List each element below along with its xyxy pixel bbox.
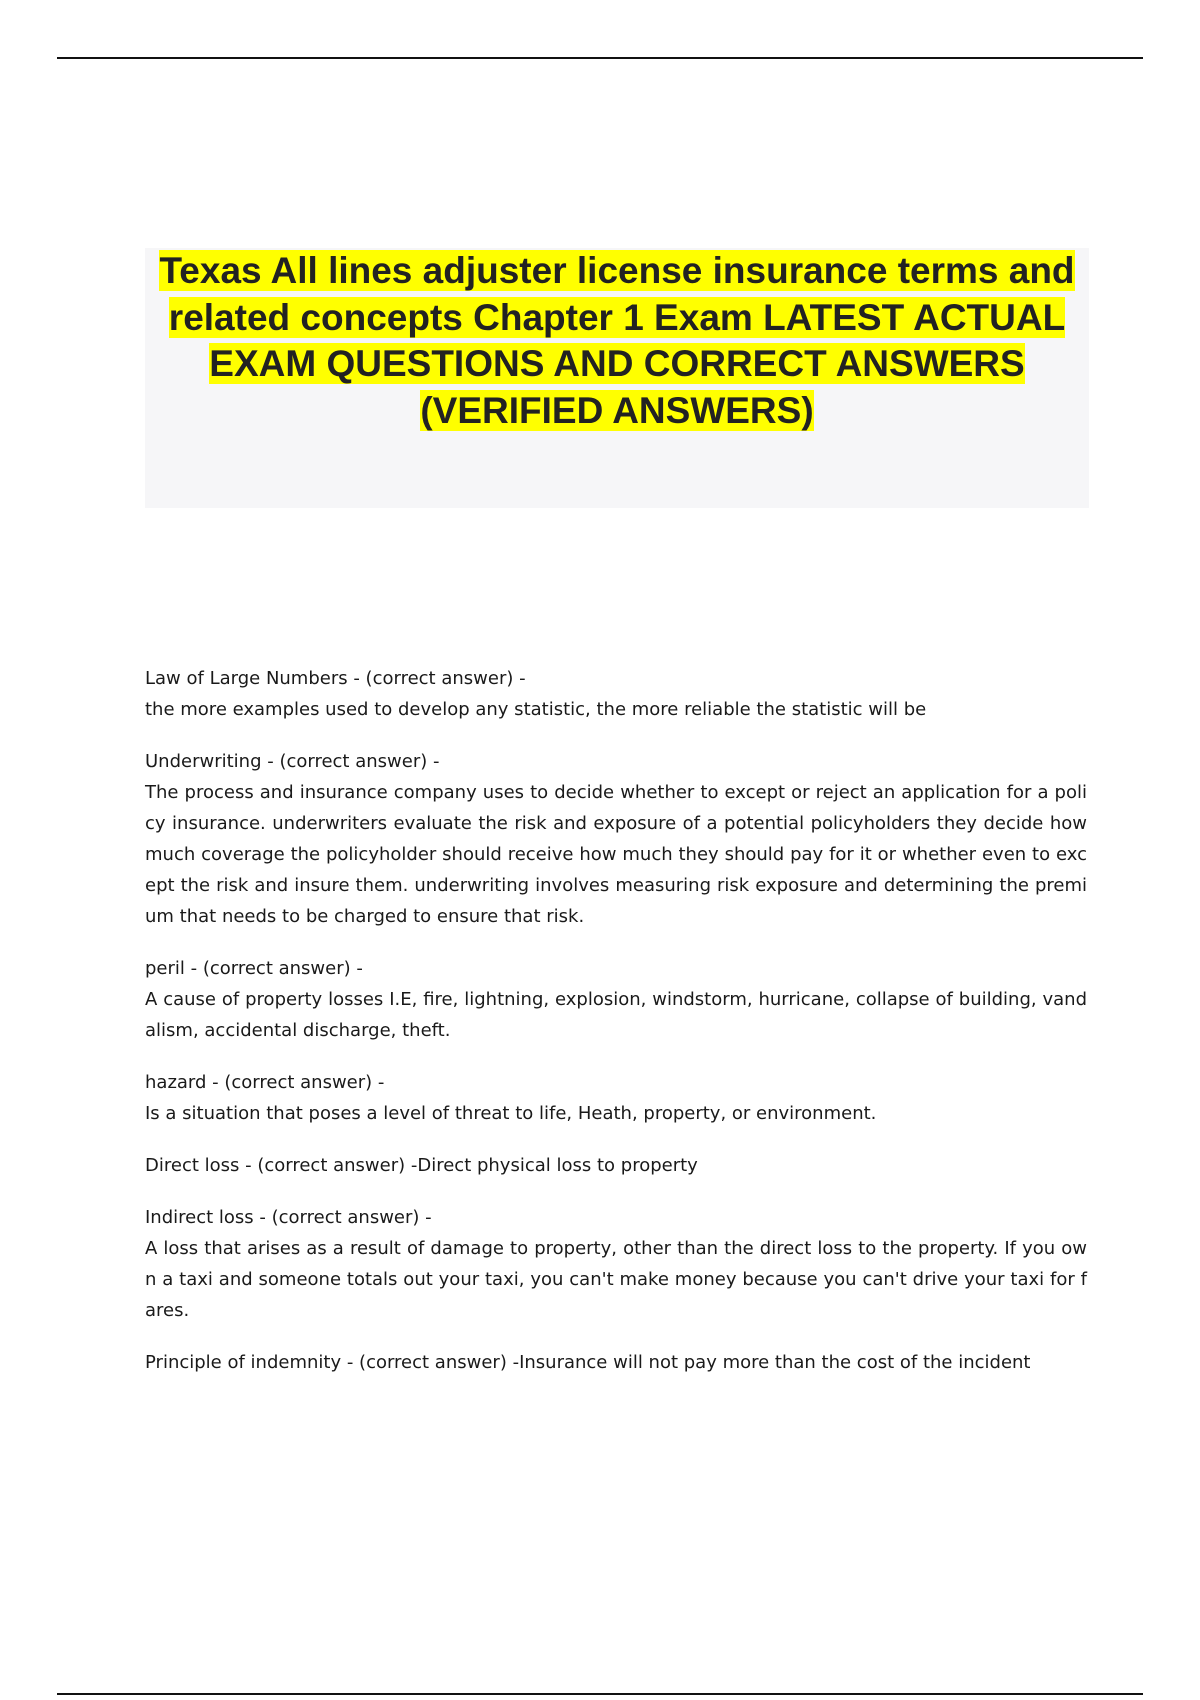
qa-definition: A loss that arises as a result of damage to property, other than the direct loss to the property. If you own a taxi and someone totals out your taxi, you can't make money because you can't drive your taxi for fares. bbox=[145, 1238, 1087, 1321]
qa-entry bbox=[145, 1347, 1087, 1378]
qa-term: Principle of indemnity - (correct answer) - bbox=[145, 1352, 520, 1373]
qa-term: peril - (correct answer) - bbox=[145, 958, 363, 979]
bottom-rule bbox=[57, 1693, 1143, 1695]
title-highlight: Texas All lines adjuster license insurance terms and related concepts Chapter 1 Exam LATEST ACTUAL EXAM QUESTIONS AND CORRECT ANSWERS (VERIFIED ANSWERS) bbox=[159, 250, 1075, 431]
qa-definition: Is a situation that poses a level of threat to life, Heath, property, or environment. bbox=[145, 1103, 877, 1124]
qa-entry bbox=[145, 1067, 1087, 1129]
qa-definition: Direct physical loss to property bbox=[417, 1155, 698, 1176]
qa-definition: The process and insurance company uses to decide whether to except or reject an application for a policy insurance. underwriters evaluate the risk and exposure of a potential policyholders they decide how much coverage the policyholder should receive how much they should pay for it or whether even to except the risk and insure them. underwriting involves measuring risk exposure and determining the premium that needs to be charged to ensure that risk. bbox=[145, 782, 1087, 927]
qa-definition: the more examples used to develop any statistic, the more reliable the statistic will be bbox=[145, 699, 927, 720]
qa-entry bbox=[145, 746, 1087, 932]
qa-term: Law of Large Numbers - (correct answer) - bbox=[145, 668, 526, 689]
qa-entry bbox=[145, 1202, 1087, 1326]
document-title bbox=[145, 248, 1089, 434]
top-rule bbox=[57, 57, 1143, 59]
qa-term: Direct loss - (correct answer) - bbox=[145, 1155, 418, 1176]
qa-term: Underwriting - (correct answer) - bbox=[145, 751, 440, 772]
qa-entry bbox=[145, 953, 1087, 1046]
qa-entry bbox=[145, 663, 1087, 725]
qa-term: Indirect loss - (correct answer) - bbox=[145, 1207, 432, 1228]
qa-term: hazard - (correct answer) - bbox=[145, 1072, 385, 1093]
qa-definition: A cause of property losses I.E, fire, lightning, explosion, windstorm, hurricane, collapse of building, vandalism, accidental discharge, theft. bbox=[145, 989, 1087, 1041]
qa-entry bbox=[145, 1150, 1087, 1181]
qa-list bbox=[145, 663, 1087, 1399]
qa-definition: Insurance will not pay more than the cost of the incident bbox=[519, 1352, 1031, 1373]
